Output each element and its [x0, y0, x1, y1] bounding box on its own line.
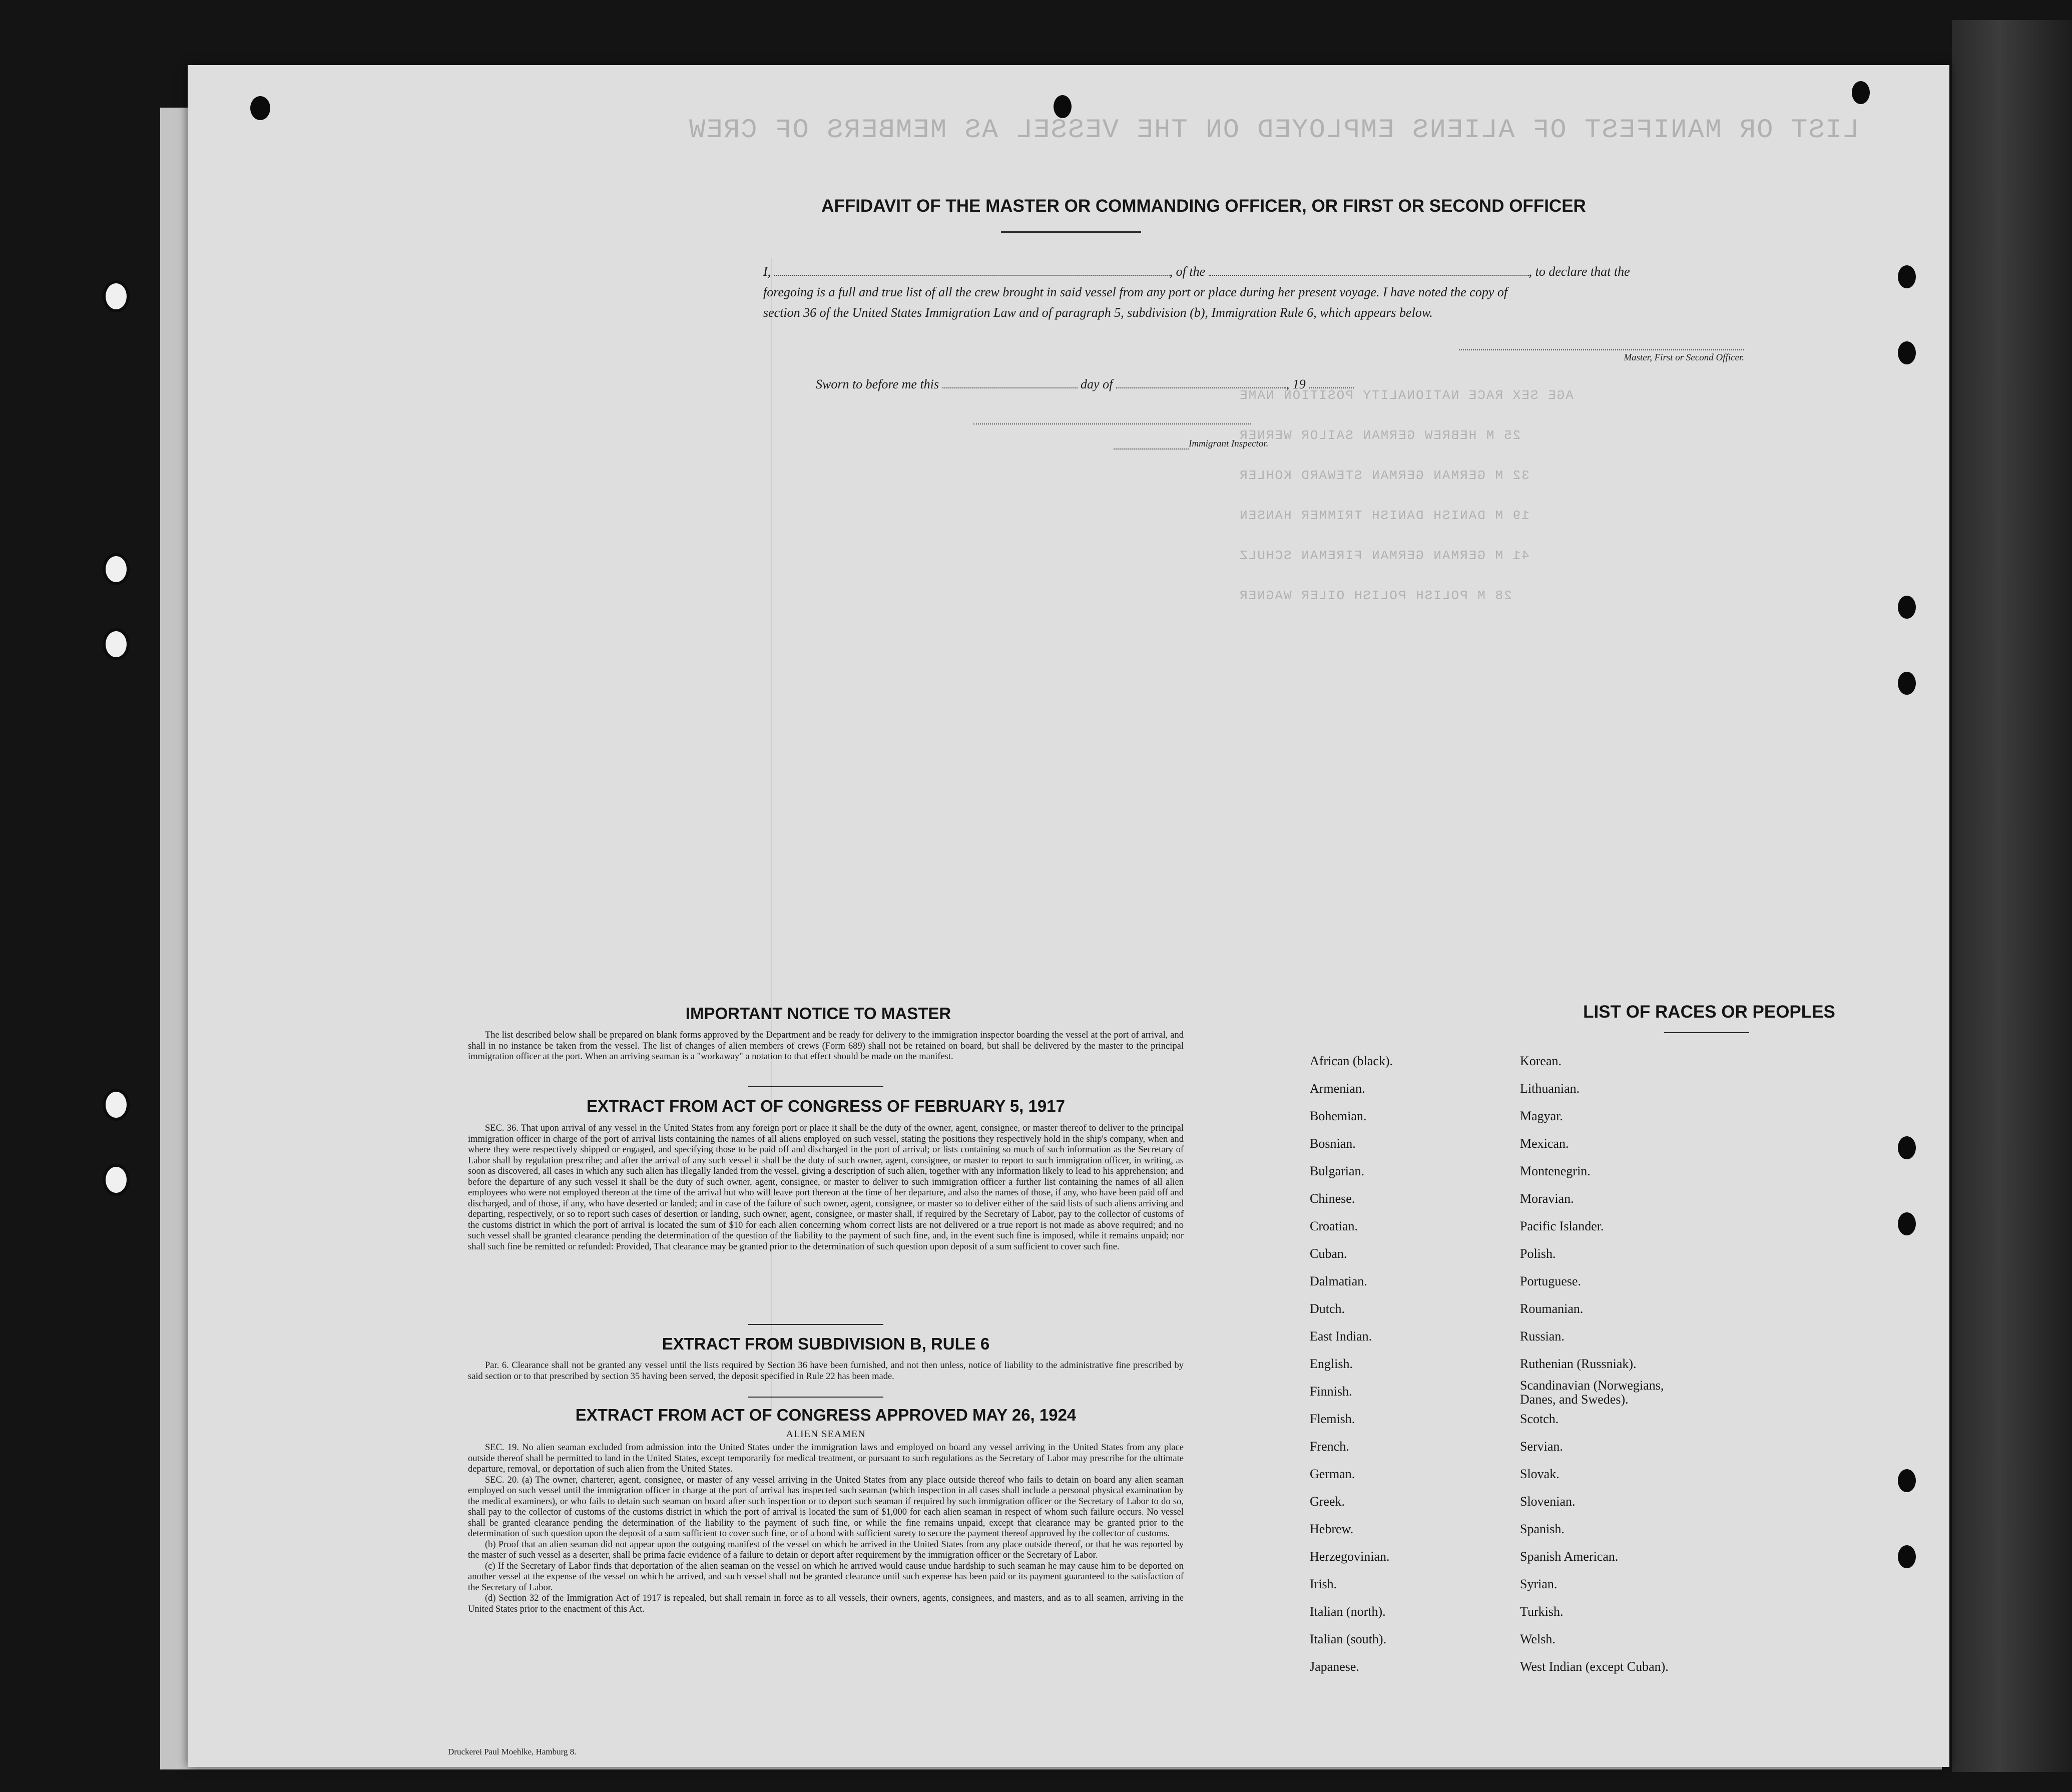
race-item: Danes, and Swedes).: [1520, 1392, 1629, 1407]
race-item: West Indian (except Cuban).: [1520, 1659, 1669, 1674]
race-item: Flemish.: [1310, 1412, 1355, 1426]
race-item: Scandinavian (Norwegians,: [1520, 1378, 1664, 1393]
race-item: Herzegovinian.: [1310, 1549, 1390, 1564]
races-rule: [1664, 1032, 1749, 1033]
inspector-signature-line[interactable]: [973, 423, 1251, 424]
act-1924-text: [468, 1443, 1184, 1615]
act-1917-heading: EXTRACT FROM ACT OF CONGRESS OF FEBRUARY 5, 1917: [587, 1097, 1065, 1115]
sworn-line: [816, 376, 1466, 392]
section-rule: [748, 1397, 883, 1398]
race-item: African (black).: [1310, 1054, 1393, 1068]
race-item: French.: [1310, 1439, 1349, 1454]
race-item: English.: [1310, 1357, 1353, 1371]
affidavit-line2: foregoing is a full and true list of all the crew brought in said vessel from any port or place during her present voyage. I have noted the copy of: [763, 285, 1508, 299]
bleed-through: 25 M HEBREW GERMAN SAILOR WERNER: [1239, 428, 1521, 443]
race-item: Bohemian.: [1310, 1109, 1367, 1123]
bleed-through: 41 M GERMAN GERMAN FIREMAN SCHULZ: [1239, 548, 1529, 563]
sworn-month-blank[interactable]: [1116, 376, 1286, 388]
race-item: Polish.: [1520, 1246, 1556, 1261]
inspector-dotted-line: [1114, 449, 1189, 450]
race-item: Korean.: [1520, 1054, 1562, 1068]
binder-ring: [103, 553, 130, 585]
manifest-page: [188, 65, 1949, 1767]
race-item: Welsh.: [1520, 1632, 1556, 1646]
race-item: Syrian.: [1520, 1577, 1558, 1591]
title-rule: [1001, 231, 1141, 233]
act-1924-paragraph: SEC. 20. (a) The owner, charterer, agent, consignee, or master of any vessel arriving in the United States from any place outside thereof who fails to detain on board any alien seaman employed on such vessel until the immigration officer in charge at the port of arrival has inspected such seaman (which inspection in all cases shall include a personal physical examination by the medical examiners), or who fails to detain such seaman on board after such inspection or to deport such seaman if required by such immigration officer or the Secretary of Labor to do so, shall pay to the collector of customs of the customs district in which the port of arrival is located the sum of $1,000 for each alien seaman in respect of whom such failure occurs. No vessel shall be granted clearance pending the determination of the liability to the payment of such fine, or while the fine remains unpaid, except that clearance may be granted prior to the determination of such question upon the deposit of a sum sufficient to cover such fine, or of a bond with sufficient surety to secure the payment thereof approved by the collector of customs.: [468, 1475, 1184, 1539]
sworn-prefix: Sworn to before me this: [816, 377, 939, 391]
act-1924-paragraph: SEC. 19. No alien seaman excluded from admission into the United States under the immigration laws and employed on board any vessel arriving in the United States from any place outside thereof shall be permitted to land in the United States, except temporarily for medical treatment, or pursuant to such regulations as the Secretary of Labor may prescribe for the ultimate departure, removal, or deportation of such alien from the United States.: [468, 1443, 1184, 1474]
bleed-through: 19 M DANISH DANISH TRIMMER HANSEN: [1239, 508, 1529, 523]
punch-hole: [1852, 81, 1870, 104]
notice-heading: IMPORTANT NOTICE TO MASTER: [685, 1004, 951, 1023]
subdivision-text: Par. 6. Clearance shall not be granted any vessel until the lists required by Section 36 have been furnished, and not then unless, notice of liability to the administrative fine prescribed by said section or to that prescribed by section 35 having been served, the deposit specified in Rule 22 has been made.: [468, 1361, 1184, 1382]
race-item: Chinese.: [1310, 1191, 1355, 1206]
race-item: Japanese.: [1310, 1659, 1359, 1674]
affidavit-line3: section 36 of the United States Immigration Law and of paragraph 5, subdivision (b), Immigration Rule 6, which appears below.: [763, 305, 1433, 320]
race-item: Bulgarian.: [1310, 1164, 1365, 1178]
race-item: Irish.: [1310, 1577, 1337, 1591]
race-item: Dalmatian.: [1310, 1274, 1367, 1288]
race-item: Dutch.: [1310, 1301, 1345, 1316]
race-item: Cuban.: [1310, 1246, 1347, 1261]
race-item: Montenegrin.: [1520, 1164, 1591, 1178]
sworn-year-blank[interactable]: [1309, 376, 1354, 388]
inspector-label: Immigrant Inspector.: [1189, 438, 1269, 449]
punch-hole: [1898, 672, 1916, 695]
race-item: Turkish.: [1520, 1604, 1564, 1619]
punch-hole: [1898, 341, 1916, 364]
signature-label: Master, First or Second Officer.: [1624, 352, 1744, 363]
vessel-blank[interactable]: [1209, 264, 1529, 276]
race-item: Pacific Islander.: [1520, 1219, 1604, 1233]
punch-hole: [250, 96, 270, 120]
binder-ring: [103, 280, 130, 312]
race-item: Mexican.: [1520, 1136, 1569, 1151]
act-1917-text: SEC. 36. That upon arrival of any vessel in the United States from any foreign port or place it shall be the duty of the owner, agent, consignee, or master thereof to deliver to the principal immigration officer in charge of the port of arrival lists containing the names of all aliens employed on such vessel, stating the positions they respectively hold in the ship's company, when and where they were respectively shipped or engaged, and specifying those to be paid off and discharged in the port of arrival; or lists containing so much of such information as the Secretary of Labor shall by regulation prescribe; and after the arrival of any such vessel it shall be the duty of such owner, agent, consignee, or master to report to such immigration officer, in writing, as soon as discovered, all cases in which any such alien has illegally landed from the vessel, giving a description of such alien, together with any information likely to lead to his apprehension; and before the departure of any such vessel it shall be the duty of such owner, agent, consignee, or master to deliver to such immigration officer a further list containing the names of all alien employees who were not employed thereon at the time of the arrival but who will leave port thereon at the time of her departure, and also the names of those, if any, who have been paid off and discharged, and of those, if any, who have deserted or landed; and in case of the failure of such owner, agent, consignee, or master so to deliver either of the said lists of such aliens arriving and departing, respectively, or so to report such cases of desertion or landing, such owner, agent, consignee, or master shall, if required by the Secretary of Labor, pay to the collector of customs of the customs district in which the port of arrival is located the sum of $10 for each alien concerning whom correct lists are not delivered or a true report is not made as above required; and no such vessel shall be granted clearance pending the determination of the question of the liability to the payment of such fine, and, in the event such fine is imposed, while it remains unpaid; nor shall such fine be remitted or refunded: Provided, That clearance may be granted prior to the determination of such question upon deposit of a sum sufficient to cover such fine.: [468, 1123, 1184, 1252]
name-blank[interactable]: [774, 264, 1170, 276]
binder-frame: [1952, 20, 2072, 1772]
notice-text: The list described below shall be prepared on blank forms approved by the Department and be ready for delivery to the immigration inspector boarding the vessel at the port of arrival, and shall in no instance be taken from the vessel. The list of changes of alien members of crews (Form 689) shall not be retained on board, but shall be delivered by the master to the principal immigration officer at the port. When an arriving seaman is a "workaway" a notation to that effect should be made on the manifest.: [468, 1030, 1184, 1062]
race-item: Russian.: [1520, 1329, 1565, 1343]
binder-ring: [103, 1164, 130, 1196]
race-item: Spanish.: [1520, 1522, 1565, 1536]
sworn-day-label: day of: [1081, 377, 1113, 391]
race-item: Italian (south).: [1310, 1632, 1387, 1646]
bleed-through: 32 M GERMAN GERMAN STEWARD KOHLER: [1239, 468, 1529, 483]
subdivision-heading: EXTRACT FROM SUBDIVISION B, RULE 6: [662, 1334, 990, 1353]
act-1924-heading: EXTRACT FROM ACT OF CONGRESS APPROVED MAY 26, 1924: [575, 1406, 1077, 1424]
binder-ring: [103, 1089, 130, 1121]
race-item: Spanish American.: [1520, 1549, 1619, 1564]
race-item: Armenian.: [1310, 1081, 1365, 1096]
race-item: Portuguese.: [1520, 1274, 1582, 1288]
section-rule: [748, 1086, 883, 1087]
punch-hole: [1898, 1136, 1916, 1159]
race-item: Servian.: [1520, 1439, 1563, 1454]
bleed-through: 28 M POLISH POLISH OILER WAGNER: [1239, 588, 1512, 603]
race-item: German.: [1310, 1467, 1355, 1481]
act-1924-paragraph: (b) Proof that an alien seaman did not appear upon the outgoing manifest of the vessel on which he arrived in the United States from any place outside thereof, or that he was reported by the master of such vessel as a deserter, shall be prima facie evidence of a failure to detain or deport after requirement by the immigration officer or the Secretary of Labor.: [468, 1539, 1184, 1560]
race-item: Scotch.: [1520, 1412, 1559, 1426]
punch-hole: [1898, 1545, 1916, 1568]
race-item: Bosnian.: [1310, 1136, 1356, 1151]
punch-hole: [1898, 1469, 1916, 1492]
act-1924-paragraph: (d) Section 32 of the Immigration Act of 1917 is repealed, but shall remain in force as to all vessels, their owners, agents, consignees, and masters, and as to all seamen, arriving in the United States prior to the enactment of this Act.: [468, 1593, 1184, 1614]
race-item: Magyar.: [1520, 1109, 1563, 1123]
section-rule: [748, 1324, 883, 1325]
signature-line[interactable]: [1459, 349, 1744, 350]
affidavit-declare: , to declare that the: [1528, 264, 1630, 279]
act-1924-paragraph: (c) If the Secretary of Labor finds that deportation of the alien seaman on the vessel on which he arrived would cause undue hardship to such seaman he may cause him to be deported on another vessel at the expense of the vessel on which he arrived, and such vessel shall not be granted clearance until such expense has been paid or its payment guaranteed to the satisfaction of the Secretary of Labor.: [468, 1561, 1184, 1593]
affidavit-i: I,: [763, 264, 771, 279]
race-item: Slovak.: [1520, 1467, 1560, 1481]
race-item: Italian (north).: [1310, 1604, 1386, 1619]
race-item: Lithuanian.: [1520, 1081, 1580, 1096]
race-item: Moravian.: [1520, 1191, 1574, 1206]
punch-hole: [1898, 596, 1916, 619]
binder-ring: [103, 628, 130, 660]
affidavit-title: AFFIDAVIT OF THE MASTER OR COMMANDING OFFICER, OR FIRST OR SECOND OFFICER: [821, 196, 1586, 216]
affidavit-text: [763, 261, 1804, 323]
race-item: East Indian.: [1310, 1329, 1372, 1343]
bleed-through: AGE SEX RACE NATIONALITY POSITION NAME: [1239, 388, 1574, 403]
sworn-year-label: , 19: [1286, 377, 1306, 391]
race-item: Slovenian.: [1520, 1494, 1576, 1509]
race-item: Hebrew.: [1310, 1522, 1354, 1536]
punch-hole: [1898, 265, 1916, 288]
race-item: Ruthenian (Russniak).: [1520, 1357, 1637, 1371]
printer-imprint: Druckerei Paul Moehlke, Hamburg 8.: [448, 1747, 577, 1756]
race-item: Roumanian.: [1520, 1301, 1584, 1316]
races-heading: LIST OF RACES OR PEOPLES: [1583, 1002, 1835, 1022]
alien-seamen-subheading: ALIEN SEAMEN: [786, 1429, 866, 1440]
race-item: Croatian.: [1310, 1219, 1358, 1233]
race-item: Finnish.: [1310, 1384, 1352, 1399]
punch-hole: [1898, 1212, 1916, 1235]
affidavit-of-the: , of the: [1169, 264, 1206, 279]
race-item: Greek.: [1310, 1494, 1345, 1509]
bleed-through: LIST OR MANIFEST OF ALIENS EMPLOYED ON THE VESSEL AS MEMBERS OF CREW: [688, 115, 1859, 146]
sworn-day-blank[interactable]: [942, 376, 1078, 388]
